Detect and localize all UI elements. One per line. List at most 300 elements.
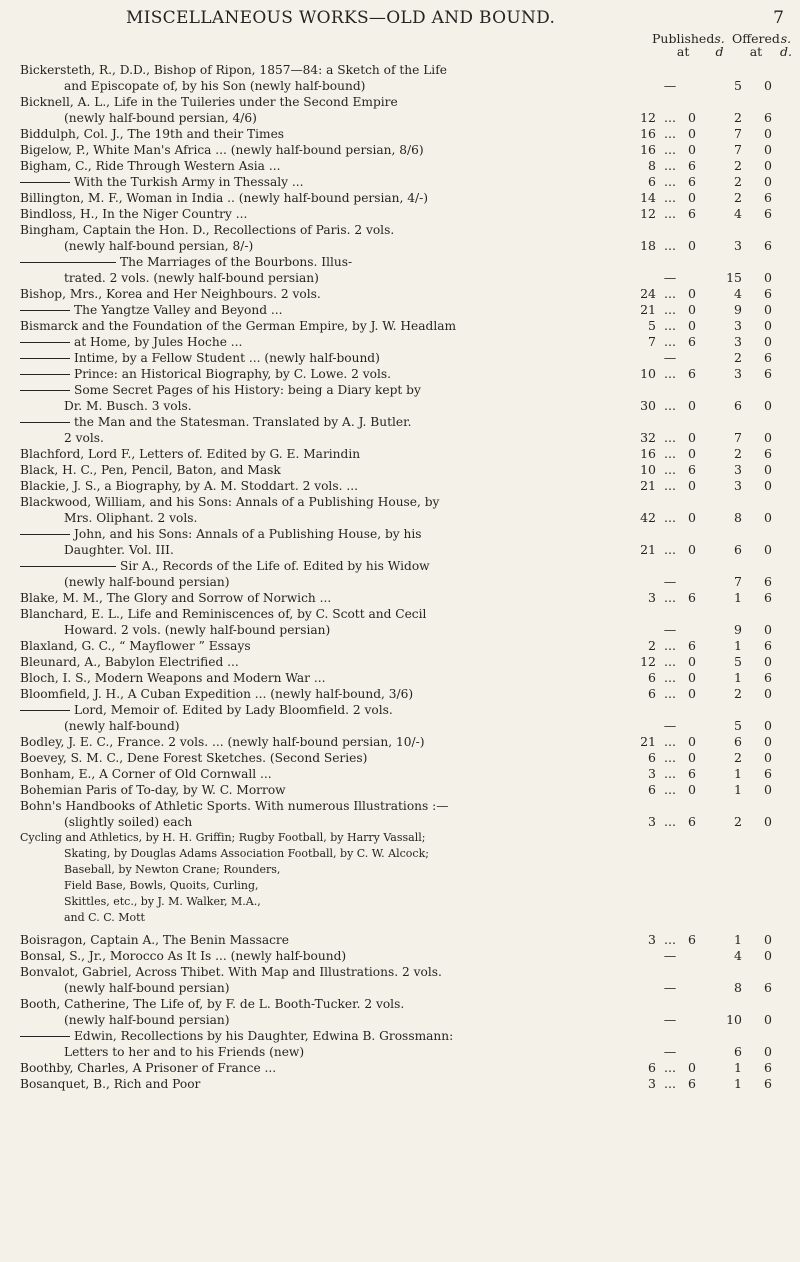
catalogue-row	[20, 670, 786, 686]
entry-text	[20, 62, 624, 78]
entry-text	[20, 590, 624, 606]
offered-price	[720, 78, 790, 94]
offered-separator	[742, 350, 756, 366]
published-shillings: 12	[640, 654, 656, 669]
entry-text	[20, 606, 624, 622]
offered-shillings: 5	[734, 654, 742, 669]
offered-pence: 0	[764, 174, 772, 189]
offered-separator	[742, 814, 756, 830]
entry-text	[20, 686, 624, 702]
entry-description: Some Secret Pages of his History: being a Diary kept by	[74, 383, 421, 397]
published-pence	[684, 78, 702, 94]
published-shillings	[632, 980, 656, 996]
published-shillings	[632, 574, 656, 590]
published-separator: ...	[664, 366, 676, 381]
catalogue-row	[20, 846, 786, 862]
entry-description: Cycling and Athletics, by H. H. Griffin; Rugby Football, by Harry Vassall;	[20, 831, 426, 844]
catalogue-row	[20, 190, 786, 206]
published-pence: 0	[688, 542, 696, 557]
published-price	[632, 654, 714, 670]
published-shillings	[632, 350, 656, 366]
published-price	[632, 1044, 714, 1060]
published-pence: 0	[688, 734, 696, 749]
catalogue-row	[20, 830, 786, 846]
offered-separator	[742, 158, 756, 174]
offered-shillings: 3	[734, 478, 742, 493]
published-separator: ...	[664, 206, 676, 221]
entry-description: Edwin, Recollections by his Daughter, Edwina B. Grossmann:	[74, 1029, 454, 1043]
entry-description: Bodley, J. E. C., France. 2 vols. ... (newly half-bound persian, 10/-)	[20, 735, 425, 749]
offered-price	[720, 590, 790, 606]
published-pence: 6	[688, 590, 696, 605]
offered-separator	[742, 190, 756, 206]
entry-description: Bloomfield, J. H., A Cuban Expedition ... (newly half-bound, 3/6)	[20, 687, 414, 701]
offered-shillings: 2	[734, 190, 742, 205]
offered-separator	[742, 750, 756, 766]
entry-text	[20, 270, 624, 286]
entry-description: Blackwood, William, and his Sons: Annals of a Publishing House, by	[20, 495, 440, 509]
catalogue-row	[20, 798, 786, 814]
published-shillings: 16	[640, 126, 656, 141]
entry-text	[20, 1028, 624, 1044]
ditto-rule	[20, 390, 70, 391]
offered-pence: 6	[764, 980, 772, 995]
offered-pence: 6	[764, 638, 772, 653]
offered-pence: 0	[764, 430, 772, 445]
entry-text	[20, 622, 624, 638]
catalogue-row	[20, 94, 786, 110]
entry-description: Bismarck and the Foundation of the German Empire, by J. W. Headlam	[20, 319, 457, 333]
published-separator: ...	[664, 462, 676, 477]
published-price	[632, 78, 714, 94]
published-pence: 6	[688, 814, 696, 829]
published-pence: 0	[688, 478, 696, 493]
catalogue-row	[20, 158, 786, 174]
offered-separator	[742, 1044, 756, 1060]
offered-shillings: 6	[734, 734, 742, 749]
entry-description: Bleunard, A., Babylon Electrified ...	[20, 655, 239, 669]
offered-pence: 0	[764, 270, 772, 285]
entry-description: Bonham, E., A Corner of Old Cornwall ...	[20, 767, 272, 781]
offered-pence: 6	[764, 366, 772, 381]
published-pence: 6	[688, 174, 696, 189]
published-unit: s. d	[714, 31, 725, 59]
entry-description: Bloch, I. S., Modern Weapons and Modern War ...	[20, 671, 326, 685]
published-shillings: 6	[648, 686, 656, 701]
offered-separator	[742, 734, 756, 750]
offered-price	[720, 510, 790, 526]
published-price	[632, 638, 714, 654]
published-price	[632, 190, 714, 206]
published-price	[632, 590, 714, 606]
published-separator: ...	[664, 542, 676, 557]
catalogue-row	[20, 862, 786, 878]
offered-pence: 0	[764, 654, 772, 669]
published-pence: 0	[688, 190, 696, 205]
published-price	[632, 1012, 714, 1028]
offered-pence: 6	[764, 766, 772, 781]
entry-description: Bindloss, H., In the Niger Country ...	[20, 207, 248, 221]
offered-pence: 6	[764, 238, 772, 253]
entry-text	[20, 142, 624, 158]
offered-separator	[742, 980, 756, 996]
offered-pence: 6	[764, 190, 772, 205]
offered-pence: 0	[764, 334, 772, 349]
price-column-headers	[20, 31, 792, 62]
published-separator: ...	[664, 932, 676, 947]
offered-separator	[742, 446, 756, 462]
published-separator: —	[663, 350, 677, 365]
entry-description: Blake, M. M., The Glory and Sorrow of Norwich ...	[20, 591, 332, 605]
offered-shillings: 2	[734, 814, 742, 829]
catalogue-row	[20, 542, 786, 558]
offered-separator	[742, 110, 756, 126]
offered-pence: 0	[764, 814, 772, 829]
published-separator: —	[663, 78, 677, 93]
entry-text	[20, 574, 624, 590]
offered-shillings: 2	[734, 174, 742, 189]
published-pence	[684, 622, 702, 638]
offered-price	[720, 686, 790, 702]
published-shillings: 3	[648, 932, 656, 947]
published-separator: ...	[664, 1060, 676, 1075]
offered-separator	[742, 270, 756, 286]
catalogue-row	[20, 980, 786, 996]
catalogue-row	[20, 126, 786, 142]
entry-description: the Man and the Statesman. Translated by A. J. Butler.	[74, 415, 412, 429]
published-price	[632, 430, 714, 446]
offered-price	[720, 622, 790, 638]
offered-separator	[742, 206, 756, 222]
published-pence: 0	[688, 750, 696, 765]
offered-pence: 0	[764, 734, 772, 749]
published-price	[632, 478, 714, 494]
published-separator: —	[663, 718, 677, 733]
published-price	[632, 980, 714, 996]
published-shillings: 6	[648, 782, 656, 797]
offered-shillings: 6	[734, 1044, 742, 1059]
catalogue-row	[20, 142, 786, 158]
entry-text	[20, 910, 624, 926]
offered-shillings: 3	[734, 462, 742, 477]
offered-price	[720, 1012, 790, 1028]
published-separator: ...	[664, 782, 676, 797]
offered-unit: s. d.	[779, 31, 792, 59]
published-pence: 0	[688, 398, 696, 413]
published-price	[632, 398, 714, 414]
offered-shillings: 7	[734, 126, 742, 141]
published-separator: ...	[664, 750, 676, 765]
entry-text	[20, 1060, 624, 1076]
offered-separator	[742, 932, 756, 948]
published-pence: 0	[688, 654, 696, 669]
entry-text	[20, 494, 624, 510]
offered-separator	[742, 174, 756, 190]
published-price	[632, 510, 714, 526]
offered-separator	[742, 1060, 756, 1076]
published-shillings: 3	[648, 590, 656, 605]
published-price	[632, 718, 714, 734]
entry-text	[20, 78, 624, 94]
offered-pence: 0	[764, 398, 772, 413]
offered-pence: 0	[764, 478, 772, 493]
catalogue-row	[20, 206, 786, 222]
published-pence: 0	[688, 318, 696, 333]
catalogue-row	[20, 606, 786, 622]
offered-shillings: 1	[734, 1076, 742, 1091]
published-price	[632, 622, 714, 638]
offered-separator	[742, 686, 756, 702]
catalogue-row	[20, 750, 786, 766]
entry-description: Boisragon, Captain A., The Benin Massacre	[20, 933, 289, 947]
published-price	[632, 206, 714, 222]
entry-text	[20, 286, 624, 302]
entry-text	[20, 638, 624, 654]
offered-price	[720, 158, 790, 174]
catalogue-row	[20, 814, 786, 830]
entry-text	[20, 478, 624, 494]
offered-price	[720, 206, 790, 222]
offered-pence: 6	[764, 574, 772, 589]
offered-shillings: 8	[734, 980, 742, 995]
published-pence: 0	[688, 238, 696, 253]
published-label: Published at	[652, 31, 715, 59]
ditto-rule	[20, 710, 70, 711]
published-price	[632, 766, 714, 782]
entry-text	[20, 670, 624, 686]
offered-separator	[742, 590, 756, 606]
entry-text	[20, 798, 624, 814]
offered-separator	[742, 718, 756, 734]
published-separator: ...	[664, 126, 676, 141]
entry-description: Letters to her and to his Friends (new)	[64, 1045, 305, 1059]
published-separator: ...	[664, 1076, 676, 1091]
catalogue-row	[20, 686, 786, 702]
published-shillings	[632, 948, 656, 964]
offered-shillings: 4	[734, 286, 742, 301]
catalogue-row	[20, 1028, 786, 1044]
catalogue-row	[20, 366, 786, 382]
entry-text	[20, 222, 624, 238]
published-shillings: 5	[648, 318, 656, 333]
published-separator: ...	[664, 158, 676, 173]
offered-shillings: 2	[734, 110, 742, 125]
published-pence: 6	[688, 932, 696, 947]
entry-text	[20, 94, 624, 110]
entry-description: With the Turkish Army in Thessaly ...	[74, 175, 304, 189]
offered-pence: 6	[764, 350, 772, 365]
published-pence: 6	[688, 638, 696, 653]
entry-text	[20, 446, 624, 462]
catalogue-row	[20, 1044, 786, 1060]
offered-shillings: 3	[734, 366, 742, 381]
published-separator: ...	[664, 654, 676, 669]
entry-description: (newly half-bound)	[64, 719, 180, 733]
entry-text	[20, 996, 624, 1012]
entry-text	[20, 932, 624, 948]
offered-price	[720, 734, 790, 750]
entry-description: (newly half-bound persian)	[64, 981, 230, 995]
entry-description: (slightly soiled) each	[64, 815, 193, 829]
offered-price	[720, 334, 790, 350]
offered-price	[720, 932, 790, 948]
entry-text	[20, 814, 624, 830]
catalogue-row	[20, 446, 786, 462]
offered-pence: 0	[764, 1012, 772, 1027]
published-pence: 0	[688, 510, 696, 525]
entry-description: Boothby, Charles, A Prisoner of France ...	[20, 1061, 277, 1075]
entry-description: Bigelow, P., White Man's Africa ... (newly half-bound persian, 8/6)	[20, 143, 424, 157]
catalogue-row	[20, 718, 786, 734]
entry-description: Daughter. Vol. III.	[64, 543, 174, 557]
published-price	[632, 334, 714, 350]
offered-pence: 0	[764, 78, 772, 93]
published-shillings: 6	[648, 750, 656, 765]
offered-shillings: 15	[726, 270, 742, 285]
entry-description: Dr. M. Busch. 3 vols.	[64, 399, 192, 413]
published-price	[632, 1060, 714, 1076]
offered-separator	[742, 126, 756, 142]
published-separator: —	[663, 1012, 677, 1027]
published-price	[632, 462, 714, 478]
catalogue-row	[20, 948, 786, 964]
entry-text	[20, 542, 624, 558]
offered-shillings: 1	[734, 782, 742, 797]
offered-pence: 6	[764, 110, 772, 125]
entry-text	[20, 1076, 624, 1092]
offered-separator	[742, 654, 756, 670]
offered-price	[720, 398, 790, 414]
published-pence: 6	[688, 206, 696, 221]
offered-pence: 0	[764, 462, 772, 477]
offered-pence: 6	[764, 1060, 772, 1075]
published-price	[632, 734, 714, 750]
offered-shillings: 3	[734, 334, 742, 349]
entry-description: Field Base, Bowls, Quoits, Curling,	[64, 879, 259, 892]
published-price	[632, 126, 714, 142]
entry-description: Booth, Catherine, The Life of, by F. de L. Booth-Tucker. 2 vols.	[20, 997, 405, 1011]
offered-separator	[742, 766, 756, 782]
offered-pence: 0	[764, 510, 772, 525]
entry-text	[20, 766, 624, 782]
published-separator: ...	[664, 510, 676, 525]
page-header	[20, 8, 786, 32]
published-pence: 0	[688, 286, 696, 301]
catalogue-row	[20, 110, 786, 126]
catalogue-row	[20, 622, 786, 638]
catalogue-row	[20, 334, 786, 350]
published-pence	[684, 574, 702, 590]
catalogue-row	[20, 350, 786, 366]
catalogue-row	[20, 1076, 786, 1092]
published-shillings: 6	[648, 1060, 656, 1075]
entry-text	[20, 334, 624, 350]
entry-description: Bohn's Handbooks of Athletic Sports. With numerous Illustrations :—	[20, 799, 449, 813]
ditto-rule	[20, 262, 116, 263]
entry-description: Blaxland, G. C., “ Mayflower ” Essays	[20, 639, 251, 653]
offered-price	[720, 766, 790, 782]
entry-text	[20, 894, 624, 910]
published-pence	[684, 980, 702, 996]
published-shillings: 30	[640, 398, 656, 413]
entry-text	[20, 366, 624, 382]
offered-shillings: 4	[734, 206, 742, 221]
published-separator: ...	[664, 238, 676, 253]
entry-text	[20, 302, 624, 318]
published-separator: ...	[664, 590, 676, 605]
offered-price	[720, 318, 790, 334]
offered-pence: 6	[764, 446, 772, 461]
entry-text	[20, 846, 624, 862]
published-price	[632, 670, 714, 686]
entry-description: Skating, by Douglas Adams Association Football, by C. W. Alcock;	[64, 847, 429, 860]
published-shillings: 10	[640, 366, 656, 381]
published-shillings: 16	[640, 446, 656, 461]
ditto-rule	[20, 374, 70, 375]
published-shillings: 21	[640, 302, 656, 317]
catalogue-row	[20, 238, 786, 254]
catalogue-row	[20, 222, 786, 238]
offered-price	[720, 718, 790, 734]
offered-separator	[742, 366, 756, 382]
entry-description: Blanchard, E. L., Life and Reminiscences of, by C. Scott and Cecil	[20, 607, 427, 621]
published-pence: 0	[688, 142, 696, 157]
entry-description: Bosanquet, B., Rich and Poor	[20, 1077, 201, 1091]
offered-separator	[742, 1012, 756, 1028]
published-shillings: 32	[640, 430, 656, 445]
entry-description: Blackie, J. S., a Biography, by A. M. Stoddart. 2 vols. ...	[20, 479, 358, 493]
entry-text	[20, 878, 624, 894]
entry-description: Bigham, C., Ride Through Western Asia ...	[20, 159, 281, 173]
offered-price	[720, 350, 790, 366]
entry-text	[20, 1044, 624, 1060]
published-price	[632, 238, 714, 254]
catalogue-row	[20, 382, 786, 398]
catalogue-row	[20, 318, 786, 334]
entry-description: Bishop, Mrs., Korea and Her Neighbours. 2 vols.	[20, 287, 321, 301]
published-shillings: 14	[640, 190, 656, 205]
offered-shillings: 1	[734, 766, 742, 781]
entry-text	[20, 948, 624, 964]
offered-shillings: 6	[734, 398, 742, 413]
catalogue-row	[20, 414, 786, 430]
entry-description: (newly half-bound persian, 4/6)	[64, 111, 257, 125]
published-price	[632, 366, 714, 382]
published-pence: 0	[688, 110, 696, 125]
offered-shillings: 9	[734, 302, 742, 317]
offered-price	[720, 574, 790, 590]
entry-description: Skittles, etc., by J. M. Walker, M.A.,	[64, 895, 261, 908]
entry-description: Blachford, Lord F., Letters of. Edited by G. E. Marindin	[20, 447, 361, 461]
entry-text	[20, 382, 624, 398]
entry-description: Mrs. Oliphant. 2 vols.	[64, 511, 198, 525]
catalogue-row	[20, 78, 786, 94]
published-separator: —	[663, 1044, 677, 1059]
catalogue-row	[20, 1012, 786, 1028]
offered-price	[720, 654, 790, 670]
published-shillings: 6	[648, 670, 656, 685]
entry-text	[20, 750, 624, 766]
entry-description: Baseball, by Newton Crane; Rounders,	[64, 863, 281, 876]
published-price	[632, 542, 714, 558]
offered-price-header	[732, 32, 792, 58]
offered-separator	[742, 302, 756, 318]
entry-text	[20, 654, 624, 670]
offered-shillings: 2	[734, 750, 742, 765]
entry-description: Sir A., Records of the Life of. Edited by his Widow	[120, 559, 430, 573]
catalogue-row	[20, 964, 786, 980]
offered-separator	[742, 334, 756, 350]
